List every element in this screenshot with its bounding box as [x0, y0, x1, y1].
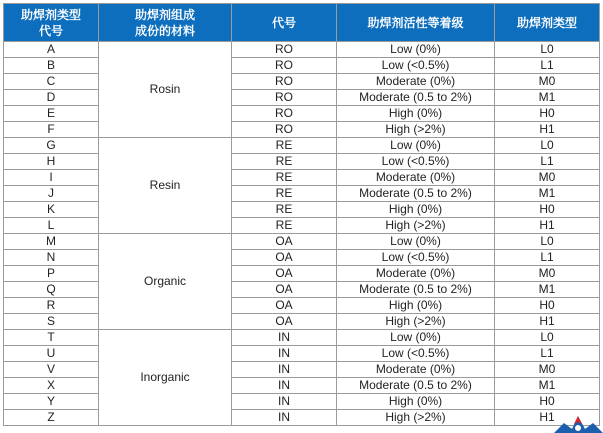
- header-line: 助焊剂活性等着级: [367, 15, 464, 30]
- flux-classification-table: [3, 3, 600, 426]
- code-cell: IN: [232, 394, 337, 410]
- material-cell: Rosin: [99, 42, 232, 138]
- header-flux-class: [495, 4, 600, 42]
- activity-cell: Moderate (0.5 to 2%): [337, 282, 495, 298]
- table-row: [4, 362, 600, 378]
- flux-type-code-cell: X: [4, 378, 99, 394]
- activity-cell: High (>2%): [337, 218, 495, 234]
- table-header: [4, 4, 600, 42]
- table-row: [4, 282, 600, 298]
- flux-class-cell: L1: [495, 250, 600, 266]
- flux-class-cell: M1: [495, 378, 600, 394]
- flux-class-cell: M1: [495, 90, 600, 106]
- flux-class-cell: L1: [495, 346, 600, 362]
- flux-class-cell: M1: [495, 186, 600, 202]
- flux-class-cell: H1: [495, 122, 600, 138]
- table-row: [4, 74, 600, 90]
- code-cell: RE: [232, 170, 337, 186]
- code-cell: RE: [232, 202, 337, 218]
- table-row: [4, 218, 600, 234]
- table-row: [4, 298, 600, 314]
- flux-class-cell: M0: [495, 74, 600, 90]
- table-row: [4, 138, 600, 154]
- activity-cell: Low (0%): [337, 234, 495, 250]
- activity-cell: Low (0%): [337, 138, 495, 154]
- code-cell: OA: [232, 298, 337, 314]
- table-row: [4, 186, 600, 202]
- header-code: [232, 4, 337, 42]
- header-line: 代号: [271, 15, 296, 30]
- table-row: [4, 330, 600, 346]
- header-activity-level: [337, 4, 495, 42]
- flux-type-code-cell: K: [4, 202, 99, 218]
- header-flux-type-code: [4, 4, 99, 42]
- flux-class-cell: M0: [495, 266, 600, 282]
- flux-type-code-cell: F: [4, 122, 99, 138]
- activity-cell: Moderate (0%): [337, 362, 495, 378]
- code-cell: IN: [232, 410, 337, 426]
- flux-class-cell: L1: [495, 58, 600, 74]
- code-cell: IN: [232, 330, 337, 346]
- code-cell: RE: [232, 218, 337, 234]
- table-row: [4, 58, 600, 74]
- code-cell: RO: [232, 58, 337, 74]
- flux-type-code-cell: G: [4, 138, 99, 154]
- flux-type-code-cell: T: [4, 330, 99, 346]
- activity-cell: High (0%): [337, 202, 495, 218]
- flux-type-code-cell: U: [4, 346, 99, 362]
- flux-type-code-cell: A: [4, 42, 99, 58]
- code-cell: OA: [232, 266, 337, 282]
- code-cell: RE: [232, 154, 337, 170]
- activity-cell: Low (<0.5%): [337, 346, 495, 362]
- table-row: [4, 42, 600, 58]
- code-cell: IN: [232, 362, 337, 378]
- activity-cell: Moderate (0%): [337, 170, 495, 186]
- code-cell: RO: [232, 42, 337, 58]
- header-flux-composition: [99, 4, 232, 42]
- flux-type-code-cell: N: [4, 250, 99, 266]
- flux-class-cell: L0: [495, 138, 600, 154]
- flux-class-cell: L0: [495, 330, 600, 346]
- table-row: [4, 378, 600, 394]
- table-row: [4, 250, 600, 266]
- flux-type-code-cell: C: [4, 74, 99, 90]
- activity-cell: Moderate (0.5 to 2%): [337, 186, 495, 202]
- flux-type-code-cell: I: [4, 170, 99, 186]
- table-row: [4, 394, 600, 410]
- activity-cell: Low (0%): [337, 330, 495, 346]
- code-cell: RE: [232, 186, 337, 202]
- code-cell: RO: [232, 90, 337, 106]
- flux-type-code-cell: R: [4, 298, 99, 314]
- code-cell: RE: [232, 138, 337, 154]
- flux-type-code-cell: Q: [4, 282, 99, 298]
- table-row: [4, 106, 600, 122]
- flux-class-cell: M0: [495, 362, 600, 378]
- code-cell: RO: [232, 106, 337, 122]
- flux-type-code-cell: M: [4, 234, 99, 250]
- activity-cell: High (0%): [337, 298, 495, 314]
- flux-type-code-cell: P: [4, 266, 99, 282]
- flux-class-cell: H1: [495, 218, 600, 234]
- header-row: [4, 4, 600, 42]
- activity-cell: Moderate (0%): [337, 266, 495, 282]
- flux-class-cell: H0: [495, 394, 600, 410]
- flux-type-code-cell: J: [4, 186, 99, 202]
- table-body: [4, 42, 600, 426]
- code-cell: RO: [232, 74, 337, 90]
- material-cell: Organic: [99, 234, 232, 330]
- activity-cell: Moderate (0.5 to 2%): [337, 90, 495, 106]
- corner-logo-icon: [552, 414, 603, 433]
- activity-cell: Moderate (0.5 to 2%): [337, 378, 495, 394]
- table-row: [4, 90, 600, 106]
- flux-class-cell: L0: [495, 234, 600, 250]
- table-row: [4, 314, 600, 330]
- material-cell: Resin: [99, 138, 232, 234]
- flux-type-code-cell: Y: [4, 394, 99, 410]
- code-cell: OA: [232, 314, 337, 330]
- flux-class-cell: M1: [495, 282, 600, 298]
- flux-class-cell: H0: [495, 202, 600, 218]
- flux-type-code-cell: Z: [4, 410, 99, 426]
- activity-cell: Low (<0.5%): [337, 58, 495, 74]
- activity-cell: High (0%): [337, 106, 495, 122]
- flux-class-cell: L0: [495, 42, 600, 58]
- code-cell: OA: [232, 234, 337, 250]
- flux-class-cell: M0: [495, 170, 600, 186]
- table-row: [4, 202, 600, 218]
- code-cell: OA: [232, 282, 337, 298]
- table-row: [4, 234, 600, 250]
- table-row: [4, 122, 600, 138]
- activity-cell: High (>2%): [337, 122, 495, 138]
- activity-cell: Low (<0.5%): [337, 250, 495, 266]
- flux-type-code-cell: B: [4, 58, 99, 74]
- material-cell: Inorganic: [99, 330, 232, 426]
- activity-cell: Moderate (0%): [337, 74, 495, 90]
- table-row: [4, 346, 600, 362]
- header-line: 助焊剂组成: [134, 7, 195, 22]
- table-row: [4, 170, 600, 186]
- header-line: 助焊剂类型: [516, 15, 577, 30]
- activity-cell: High (>2%): [337, 314, 495, 330]
- flux-type-code-cell: S: [4, 314, 99, 330]
- table-row: [4, 410, 600, 426]
- table-row: [4, 266, 600, 282]
- activity-cell: High (>2%): [337, 410, 495, 426]
- code-cell: IN: [232, 346, 337, 362]
- activity-cell: Low (<0.5%): [337, 154, 495, 170]
- code-cell: IN: [232, 378, 337, 394]
- activity-cell: High (0%): [337, 394, 495, 410]
- header-line: 成份的材料: [134, 23, 195, 38]
- code-cell: RO: [232, 122, 337, 138]
- flux-class-cell: H1: [495, 314, 600, 330]
- header-line: 代号: [38, 23, 63, 38]
- activity-cell: Low (0%): [337, 42, 495, 58]
- flux-class-cell: H0: [495, 298, 600, 314]
- flux-type-code-cell: V: [4, 362, 99, 378]
- header-line: 助焊剂类型: [20, 7, 81, 22]
- flux-type-code-cell: E: [4, 106, 99, 122]
- flux-class-cell: H1: [495, 410, 600, 426]
- table-row: [4, 154, 600, 170]
- flux-class-cell: H0: [495, 106, 600, 122]
- flux-type-code-cell: H: [4, 154, 99, 170]
- flux-type-code-cell: D: [4, 90, 99, 106]
- flux-type-code-cell: L: [4, 218, 99, 234]
- flux-class-cell: L1: [495, 154, 600, 170]
- code-cell: OA: [232, 250, 337, 266]
